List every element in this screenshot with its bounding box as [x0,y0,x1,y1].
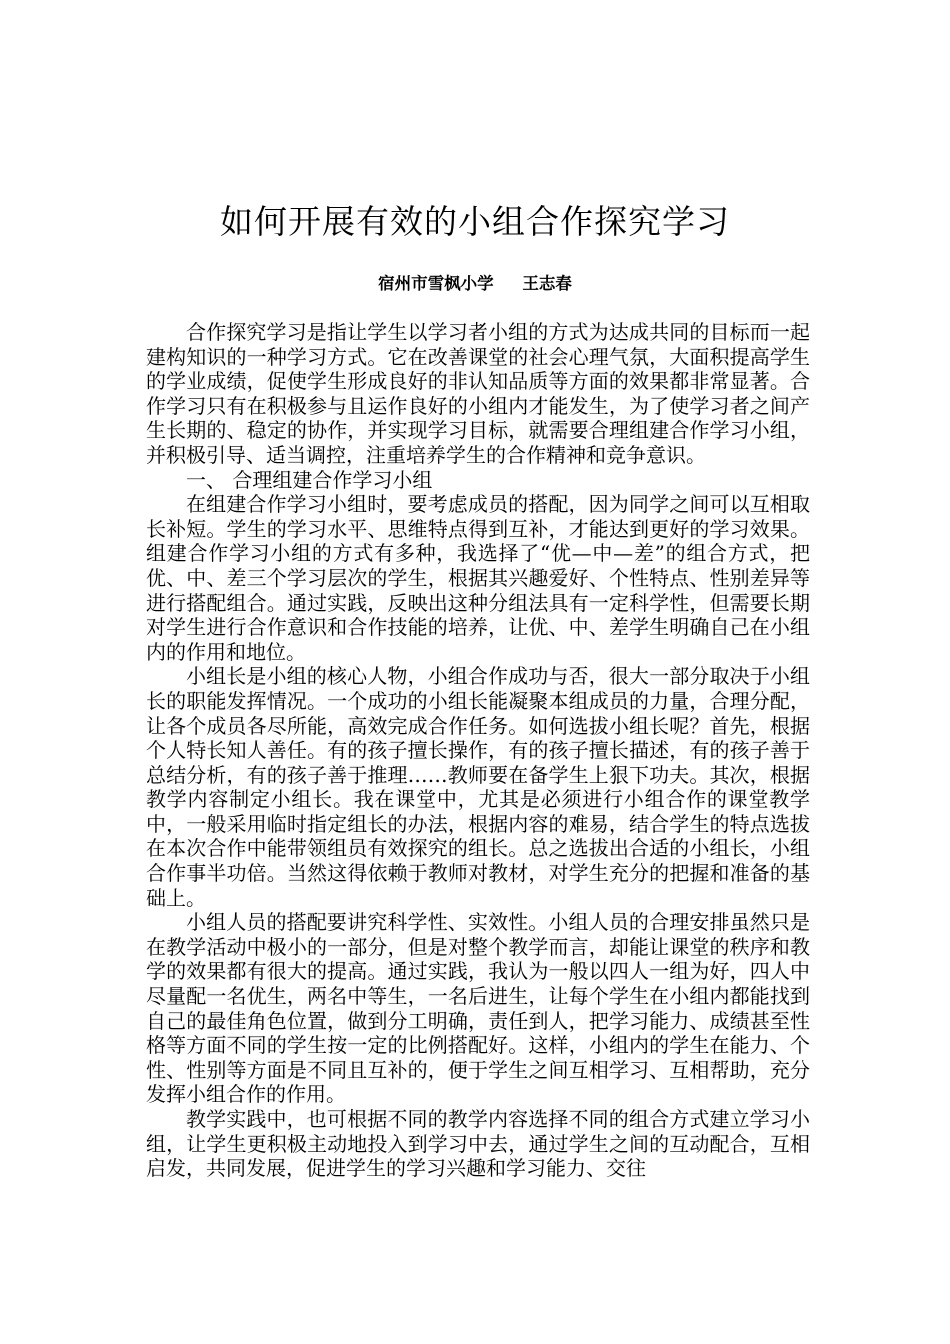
document-body [146,320,810,1181]
paragraph-teaching-practice: 教学实践中，也可根据不同的教学内容选择不同的组合方式建立学习小组，让学生更积极主动地投入到学习中去，通过学生之间的互动配合，互相启发，共同发展，促进学生的学习兴趣和学习能力、交往 [146,1107,810,1181]
author-byline: 宿州市雪枫小学 王志春 [378,274,572,293]
paragraph-group-leader: 小组长是小组的核心人物，小组合作成功与否，很大一部分取决于小组长的职能发挥情况。一个成功的小组长能凝聚本组成员的力量，合理分配，让各个成员各尽所能，高效完成合作任务。如何选拔小组长呢？首先，根据个人特长知人善任。有的孩子擅长操作，有的孩子擅长描述，有的孩子善于总结分析，有的孩子善于推理……教师要在备学生上狠下功夫。其次，根据教学内容制定小组长。我在课堂中，尤其是必须进行小组合作的课堂教学中，一般采用临时指定组长的办法，根据内容的难易，结合学生的特点选拔在本次合作中能带领组员有效探究的组长。总之选拔出合适的小组长，小组合作事半功倍。当然这得依赖于教师对教材，对学生充分的把握和准备的基础上。 [146,664,810,910]
paragraph-grouping: 在组建合作学习小组时，要考虑成员的搭配，因为同学之间可以互相取长补短。学生的学习水平、思维特点得到互补，才能达到更好的学习效果。组建合作学习小组的方式有多种，我选择了“优—中—差”的组合方式，把优、中、差三个学习层次的学生，根据其兴趣爱好、个性特点、性别差异等进行搭配组合。通过实践，反映出这种分组法具有一定科学性，但需要长期对学生进行合作意识和合作技能的培养，让优、中、差学生明确自己在小组内的作用和地位。 [146,492,810,664]
section-heading-1: 一、 合理组建合作学习小组 [186,467,433,492]
paragraph-intro: 合作探究学习是指让学生以学习者小组的方式为达成共同的目标而一起建构知识的一种学习方式。它在改善课堂的社会心理气氛，大面积提高学生的学业成绩，促使学生形成良好的非认知品质等方面的效果都非常显著。合作学习只有在积极参与且运作良好的小组内才能发生，为了使学习者之间产生长期的、稳定的协作，并实现学习目标，就需要合理组建合作学习小组，并积极引导、适当调控，注重培养学生的合作精神和竞争意识。 [146,320,810,467]
paragraph-group-members: 小组人员的搭配要讲究科学性、实效性。小组人员的合理安排虽然只是在教学活动中极小的一部分，但是对整个教学而言，却能让课堂的秩序和教学的效果都有很大的提高。通过实践，我认为一般以四人一组为好，四人中尽量配一名优生，两名中等生，一名后进生，让每个学生在小组内都能找到自己的最佳角色位置，做到分工明确，责任到人，把学习能力、成绩甚至性格等方面不同的学生按一定的比例搭配好。这样，小组内的学生在能力、个性、性别等方面是不同且互补的，便于学生之间互相学习、互相帮助，充分发挥小组合作的作用。 [146,910,810,1107]
document-title: 如何开展有效的小组合作探究学习 [220,202,730,241]
